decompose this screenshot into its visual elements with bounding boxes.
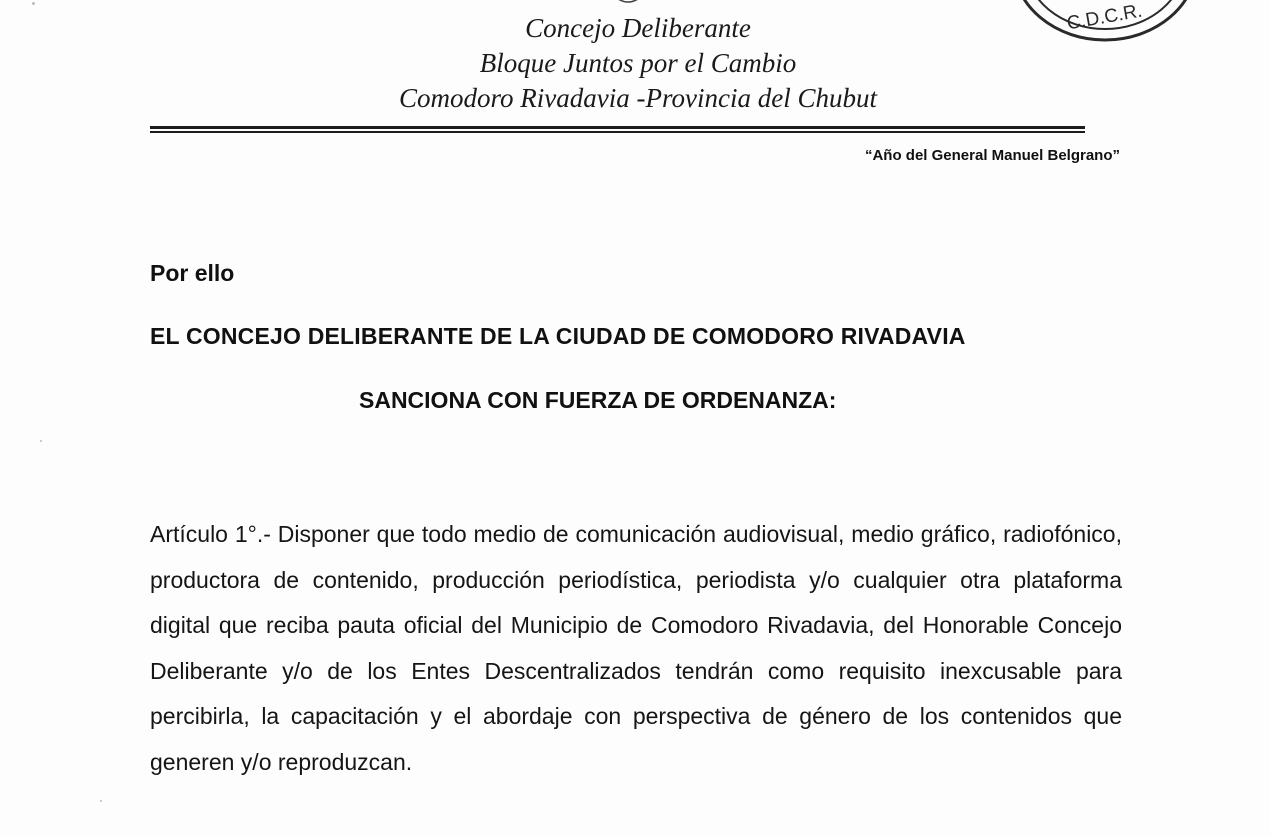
header-rule-thin [150, 131, 1085, 133]
crest-emblem-icon [608, 0, 648, 8]
official-stamp [1005, 0, 1205, 45]
stamp-text: C.D.C.R. [1065, 0, 1144, 35]
letterhead-line-1: Concejo Deliberante [525, 13, 751, 43]
sanciona-heading: SANCIONA CON FUERZA DE ORDENANZA: [359, 387, 837, 413]
letterhead-line-2: Bloque Juntos por el Cambio [479, 48, 797, 78]
letterhead-line-3: Comodoro Rivadavia -Provincia del Chubut [399, 83, 877, 113]
year-motto: “Año del General Manuel Belgrano” [864, 147, 1120, 164]
concejo-heading: EL CONCEJO DELIBERANTE DE LA CIUDAD DE COMODORO RIVADAVIA [150, 323, 966, 349]
scan-speck [32, 2, 35, 5]
scan-speck [40, 440, 42, 442]
por-ello-heading: Por ello [150, 260, 235, 286]
scan-speck [100, 800, 102, 802]
article-1-paragraph: Artículo 1°.- Disponer que todo medio de comunicación audiovisual, medio gráfico, radiofónico, productora de contenido, producción periodística, periodista y/o cualquier otra plataforma digital que reciba pauta oficial del Municipio de Comodoro Rivadavia, del Honorable Concejo Deliberante y/o de los Entes Descentralizados tendrán como requisito inexcusable para percibirla, la capacitación y el abordaje con perspectiva de género de los contenidos que generen y/o reproduzcan. [150, 521, 1122, 775]
header-rule-thick [150, 126, 1085, 129]
